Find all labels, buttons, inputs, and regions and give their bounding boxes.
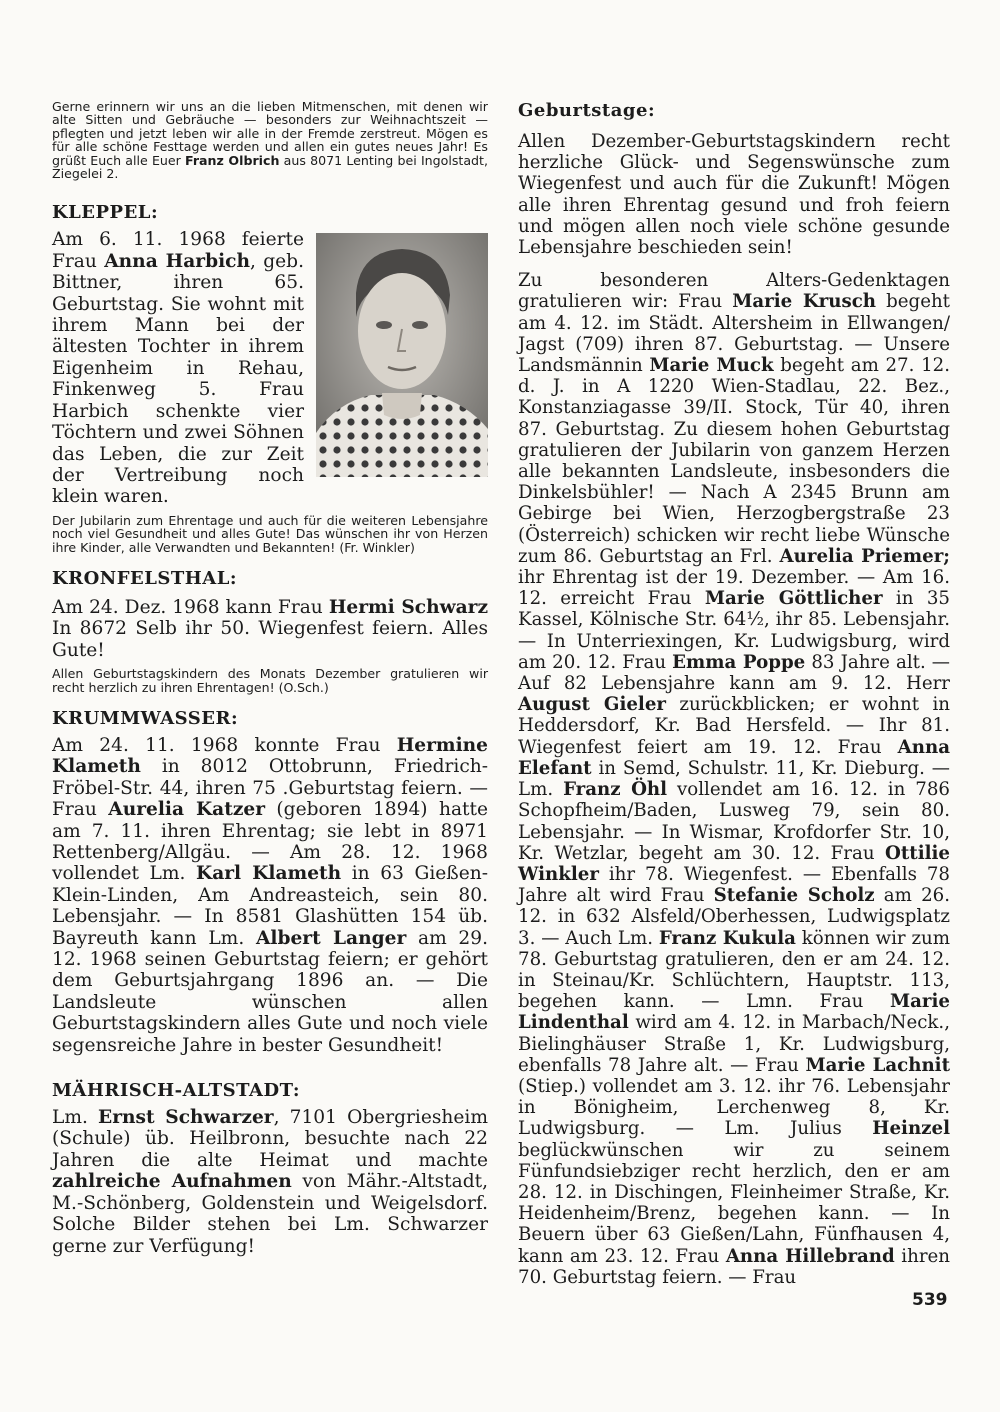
section-heading-maehrisch-altstadt: MÄHRISCH-ALTSTADT: [52, 1080, 301, 1102]
geburtstage-text: Zu besonderen Alters-Gedenktagen gratulieren wir: Frau Marie Krusch begeht am 4. 12. im Städt. Altersheim in Ellwangen/ Jagst (709) ihren 87. Geburtstag. — Unsere Landsmännin Marie Muck begeht am 27. 12. d. J. in A 1220 Wien-Stadlau, 22. Bez., Konstanziagasse 39/II. Stock, Tür 40, ihren 87. Geburtstag. Zu diesem hohen Geburtstag gratulieren der Jubilarin von ganzem Herzen alle bekannten Landsleute, insbesonders die Dinkelsbühler! — Nach A 2345 Brunn am Gebirge bei Wien, Herzogbergstraße 23 (Österreich) schicken wir recht liebe Wünsche zum 86. Geburtstag an Frl. Aurelia Priemer; ihr Ehrentag ist der 19. Dezember. — Am 16. 12. erreicht Frau Marie Göttlicher in 35 Kassel, Kölnische Str. 64½, ihr 85. Lebensjahr. — In Unterriexingen, Kr. Ludwigsburg, wird am 20. 12. Frau Emma Poppe 83 Jahre alt. — Auf 82 Lebensjahre kann am 9. 12. Herr August Gieler zurückblicken; er wohnt in Heddersdorf, Kr. Bad Hersfeld. — Ihr 81. Wiegenfest feiert am 19. 12. Frau Anna Elefant in Semd, Schulstr. 11, Kr. Dieburg. — Lm. Franz Öhl vollendet am 16. 12. in 786 Schopfheim/Baden, Lusweg 79, sein 80. Lebensjahr. — In Wismar, Krofdorfer Str. 10, Kr. Wetzlar, begeht am 30. 12. Frau Ottilie Winkler ihr 78. Wiegenfest. — Ebenfalls 78 Jahre alt wird Frau Stefanie Scholz am 26. 12. in 632 Alsfeld/Oberhessen, Ludwigsplatz 3. — Auch Lm. Franz Kukula können wir zum 78. Geburtstag gratulieren, den er am 24. 12. in Steinau/Kr. Schlüchtern, Hauptstr. 113, begehen kann. — Lmn. Frau Marie Lindenthal wird am 4. 12. in Marbach/Neck., Bielinghäuser Straße 1, Kr. Ludwigsburg, ebenfalls 78 Jahre alt. — Frau Marie Lachnit (Stiep.) vollendet am 3. 12. ihr 76. Lebensjahr in Bönigheim, Lerchenweg 8, Kr. Ludwigsburg. — Lm. Julius Heinzel beglückwünschen wir zu seinem Fünfundsiebziger recht herzlich, den er am 28. 12. in Dischingen, Fleinheimer Straße, Kr. Heidenheim/Brenz, begehen kann. — In Beuern über 63 Gießen/Lahn, Fünfhausen 4, kann am 23. 12. Frau Anna Hillebrand ihren 70. Geburtstag feiern. — Frau [518, 270, 951, 1288]
geburtstage-intro: Allen Dezember-Geburtstagskindern recht herzliche Glück- und Segenswünsche zum Wiegenfest und auch für die Zukunft! Mögen alle ihren Ehrentag gesund und froh feiern und mögen allen noch viele schöne gesunde Lebensjahre beschieden sein! [518, 131, 950, 259]
section-heading-geburtstage: Geburtstage: [518, 100, 656, 121]
kleppel-note: Der Jubilarin zum Ehrentage und auch für die weiteren Lebensjahre noch viel Gesundheit und alles Gute! Das wünschen ihr von Herzen ihre Kinder, alle Verwandten und Bekannten! (Fr. Winkler) [52, 512, 488, 555]
kleppel-text: Am 6. 11. 1968 feierte Frau Anna Harbich, geb. Bittner, ihren 65. Geburtstag. Sie wohnt mit ihrem Mann bei der ältesten Tochter in ihrem Eigenheim in Rehau, Finkenweg 5. Frau Harbich schenkte vier Töchtern und zwei Söhnen das Leben, die zur Zeit der Vertreibung noch klein waren. [52, 229, 304, 508]
page-number: 539 [912, 1290, 948, 1310]
right-column [518, 100, 950, 1288]
maehrisch-text: Lm. Ernst Schwarzer, 7101 Obergriesheim (Schule) üb. Heilbronn, besuchte nach 22 Jahren die alte Heimat und machte zahlreiche Aufnahmen von Mähr.-Altstadt, M.-Schönberg, Goldenstein und Weigelsdorf. Solche Bilder stehen bei Lm. Schwarzer gerne zur Verfügung! [52, 1107, 488, 1257]
kronfelsthal-note: Allen Geburtstagskindern des Monats Dezember gratulieren wir recht herzlich zu ihren Ehrentagen! (O.Sch.) [52, 666, 488, 695]
krummwasser-text: Am 24. 11. 1968 konnte Frau Hermine Klameth in 8012 Ottobrunn, Friedrich-Fröbel-Str. 44, ihren 75 .Geburtstag feiern. — Frau Aurelia Katzer (geboren 1894) hatte am 7. 11. ihren Ehrentag; sie lebt in 8971 Rettenberg/Allgäu. — Am 28. 12. 1968 vollendet Lm. Karl Klameth in 63 Gießen-Klein-Linden, Am Andreasteich, sein 80. Lebensjahr. — In 8581 Glashütten 154 üb. Bayreuth kann Lm. Albert Langer am 29. 12. 1968 seinen Geburtstag feiern; er gehört dem Geburtsjahrgang 1896 an. — Die Landsleute wünschen allen Geburtstagskindern alles Gute und noch viele segensreiche Jahre in bester Gesundheit! [52, 734, 489, 1056]
section-heading-krummwasser: KRUMMWASSER: [52, 707, 239, 729]
intro-paragraph: Gerne erinnern wir uns an die lieben Mitmenschen, mit denen wir alte Sitten und Gebräuche — besonders zur Weihnachtszeit — pflegten und jetzt leben wir alle in der Fremde zerstreut. Mögen es für alle schöne Festtage werden und allen ein gutes neues Jahr! Es grüßt Euch alle Euer Franz Olbrich aus 8071 Lenting bei Ingolstadt, Ziegelei 2. [52, 99, 488, 182]
section-heading-kronfelsthal: KRONFELSTHAL: [52, 567, 238, 589]
kronfelsthal-text: Am 24. Dez. 1968 kann Frau Hermi Schwarz In 8672 Selb ihr 50. Wiegenfest feiern. Alles Gute! [52, 596, 488, 661]
portrait-image [316, 233, 488, 477]
portrait-photo [316, 233, 488, 477]
section-heading-kleppel: KLEPPEL: [52, 202, 159, 224]
left-column [52, 100, 488, 1257]
